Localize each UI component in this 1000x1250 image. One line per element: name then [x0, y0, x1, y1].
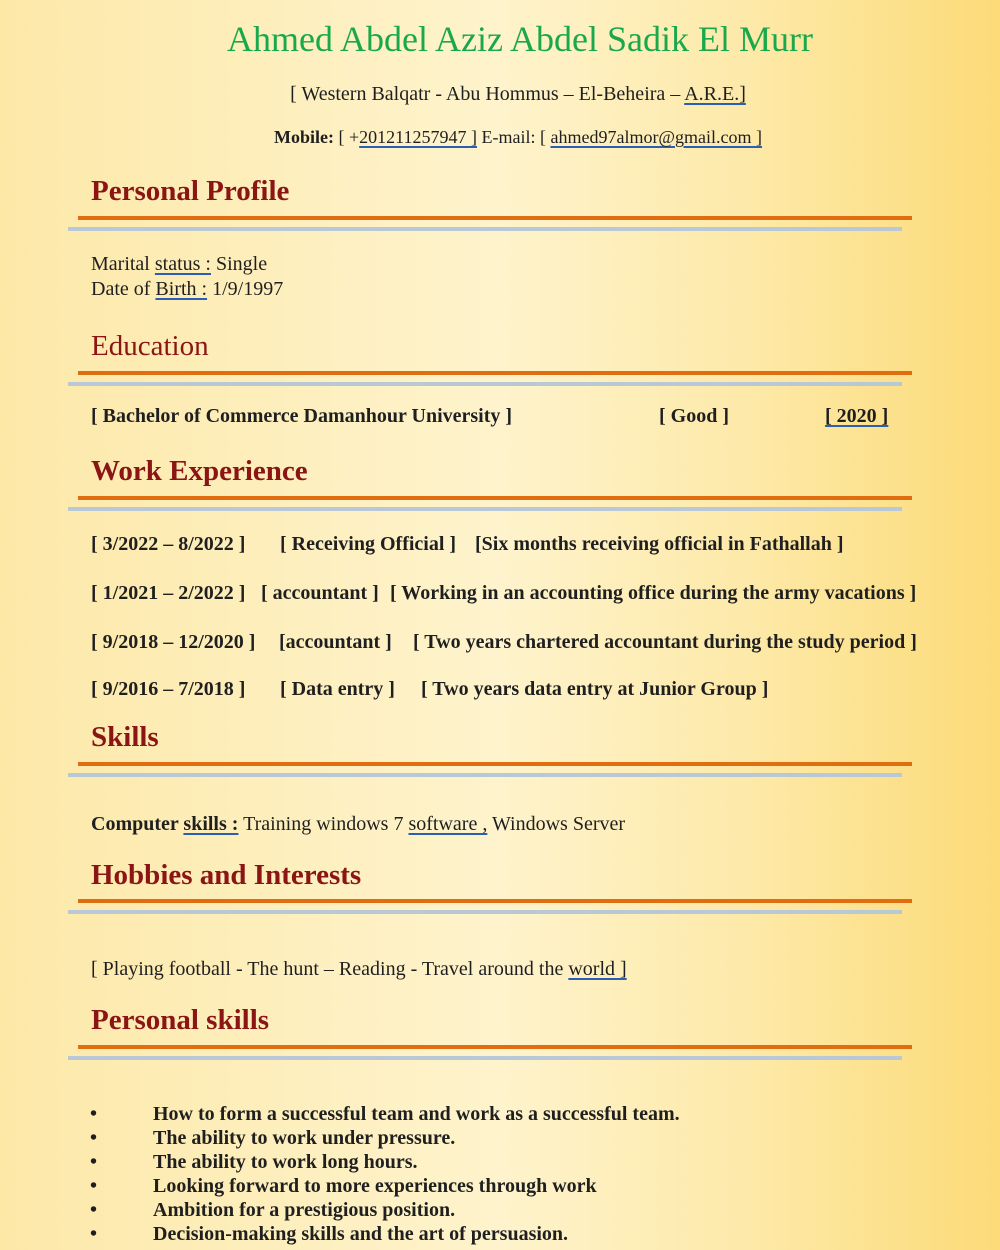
bullet-icon: •	[90, 1127, 98, 1149]
mobile-open: [ +	[338, 127, 360, 147]
section-rule-shadow	[68, 773, 902, 777]
birth-label-birth: Birth :	[155, 278, 208, 300]
section-rule	[78, 371, 912, 375]
section-rule-shadow	[68, 1056, 902, 1060]
personal-skills-heading: Personal skills	[91, 1004, 270, 1036]
work-description: [ Working in an accounting office during the army vacations ]	[390, 582, 917, 604]
education-degree: [ Bachelor of Commerce Damanhour University ]	[91, 405, 513, 427]
marital-status	[91, 253, 267, 276]
skills-label: Computer	[91, 813, 184, 835]
contact-line	[0, 127, 1000, 148]
education-heading: Education	[91, 330, 209, 362]
address-line	[0, 83, 1000, 106]
work-period: [ 9/2016 – 7/2018 ]	[91, 678, 246, 700]
bullet-icon: •	[90, 1175, 98, 1197]
work-experience-heading: Work Experience	[91, 455, 308, 487]
section-rule-shadow	[68, 382, 902, 386]
work-description: [ Two years chartered accountant during the study period ]	[413, 631, 917, 653]
bullet-icon: •	[90, 1151, 98, 1173]
date-of-birth	[91, 278, 283, 301]
section-rule-shadow	[68, 910, 902, 914]
hobbies-list	[91, 958, 627, 981]
marital-label: Marital	[91, 253, 155, 275]
marital-label-status: status :	[154, 253, 211, 275]
skills-heading: Skills	[91, 721, 159, 753]
personal-skill-item: Decision-making skills and the art of persuasion.	[153, 1223, 569, 1245]
section-rule	[78, 1045, 912, 1049]
skills-label-underlined: skills :	[183, 813, 239, 835]
work-period: [ 9/2018 – 12/2020 ]	[91, 631, 256, 653]
birth-value: 1/9/1997	[207, 278, 284, 300]
work-description: [ Two years data entry at Junior Group ]	[421, 678, 769, 700]
hobbies-last: world ]	[568, 958, 627, 980]
skills-text: Training windows 7	[238, 813, 409, 835]
section-rule	[78, 762, 912, 766]
marital-value: Single	[211, 253, 268, 275]
personal-skill-item: Looking forward to more experiences through work	[153, 1175, 597, 1197]
work-period: [ 3/2022 – 8/2022 ]	[91, 533, 246, 555]
email-address[interactable]: ahmed97almor@gmail.com ]	[550, 127, 762, 147]
personal-skill-item: The ability to work under pressure.	[153, 1127, 456, 1149]
email-label: E-mail: [	[481, 127, 546, 147]
bullet-icon: •	[90, 1199, 98, 1221]
address-main: [ Western Balqatr - Abu Hommus – El-Beheira –	[290, 83, 685, 105]
bullet-icon: •	[90, 1103, 98, 1125]
birth-label: Date of	[91, 278, 156, 300]
education-grade: [ Good ]	[659, 405, 729, 427]
work-role: [accountant ]	[279, 631, 392, 653]
section-rule-shadow	[68, 227, 902, 231]
address-country: A.R.E.]	[684, 83, 746, 105]
section-rule	[78, 899, 912, 903]
personal-profile-heading: Personal Profile	[91, 175, 290, 207]
computer-skills	[91, 813, 625, 836]
personal-skill-item: How to form a successful team and work as a successful team.	[153, 1103, 680, 1125]
personal-skill-item: The ability to work long hours.	[153, 1151, 418, 1173]
hobbies-heading: Hobbies and Interests	[91, 859, 362, 891]
section-rule-shadow	[68, 507, 902, 511]
section-rule	[78, 496, 912, 500]
work-role: [ Receiving Official ]	[280, 533, 457, 555]
bullet-icon: •	[90, 1223, 98, 1245]
work-period: [ 1/2021 – 2/2022 ]	[91, 582, 246, 604]
resume-name: Ahmed Abdel Aziz Abdel Sadik El Murr	[227, 19, 813, 59]
personal-skill-item: Ambition for a prestigious position.	[153, 1199, 456, 1221]
skills-text-end: Windows Server	[487, 813, 626, 835]
work-role: [ Data entry ]	[280, 678, 395, 700]
mobile-label: Mobile:	[274, 127, 334, 147]
section-rule	[78, 216, 912, 220]
skills-software: software ,	[408, 813, 488, 835]
hobbies-text: [ Playing football - The hunt – Reading - Travel around the	[91, 958, 569, 980]
work-description: [Six months receiving official in Fathallah ]	[475, 533, 844, 555]
work-role: [ accountant ]	[261, 582, 379, 604]
education-year: [ 2020 ]	[825, 405, 889, 427]
mobile-number: 201211257947 ]	[359, 127, 477, 147]
